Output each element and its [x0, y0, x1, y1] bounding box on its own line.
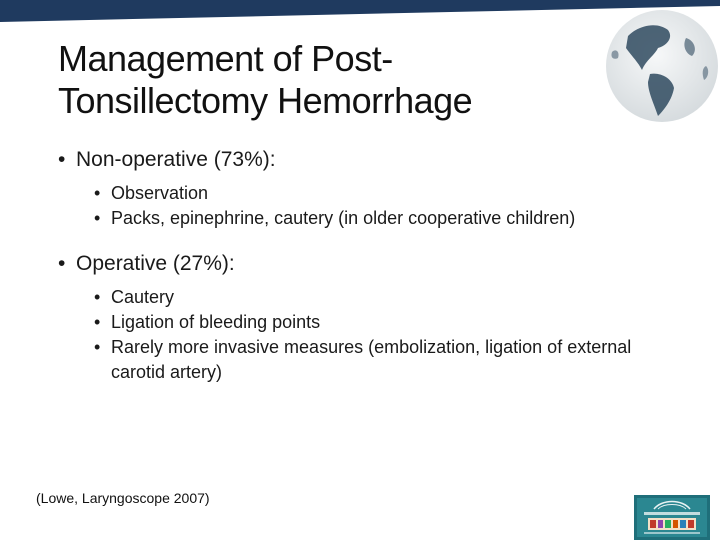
- bullet-dot-icon: •: [94, 183, 101, 203]
- bullet-dot-icon: •: [94, 208, 101, 228]
- society-logo-icon: [634, 495, 710, 540]
- title-line-1: Management of Post-: [58, 38, 393, 79]
- bullet-label: Non-operative (73%):: [76, 148, 276, 171]
- bullet-dot-icon: •: [58, 148, 66, 171]
- bullet-dot-icon: •: [94, 287, 101, 307]
- bullet-non-operative: [58, 145, 678, 175]
- title-line-2: Tonsillectomy Hemorrhage: [58, 80, 473, 121]
- bullet-list: [58, 145, 678, 395]
- sub-bullet-text: Ligation of bleeding points: [111, 312, 321, 332]
- sub-bullet-list: [94, 181, 678, 231]
- bullet-operative: [58, 249, 678, 279]
- sub-bullet: [94, 181, 678, 206]
- sub-bullet-text: Observation: [111, 183, 209, 203]
- sub-bullet: [94, 285, 678, 310]
- sub-bullet-text: Rarely more invasive measures (embolization, ligation of external carotid artery): [111, 337, 632, 382]
- bullet-dot-icon: •: [94, 337, 101, 357]
- sub-bullet: [94, 335, 678, 385]
- globe-icon: [588, 8, 720, 126]
- citation: (Lowe, Laryngoscope 2007): [36, 490, 210, 506]
- sub-bullet-text: Packs, epinephrine, cautery (in older cooperative children): [111, 208, 576, 228]
- sub-bullet-list: [94, 285, 678, 385]
- slide-title: [58, 38, 578, 122]
- bullet-dot-icon: •: [94, 312, 101, 332]
- sub-bullet: [94, 310, 678, 335]
- bullet-label: Operative (27%):: [76, 252, 235, 275]
- sub-bullet: [94, 206, 678, 231]
- sub-bullet-text: Cautery: [111, 287, 175, 307]
- bullet-dot-icon: •: [58, 252, 66, 275]
